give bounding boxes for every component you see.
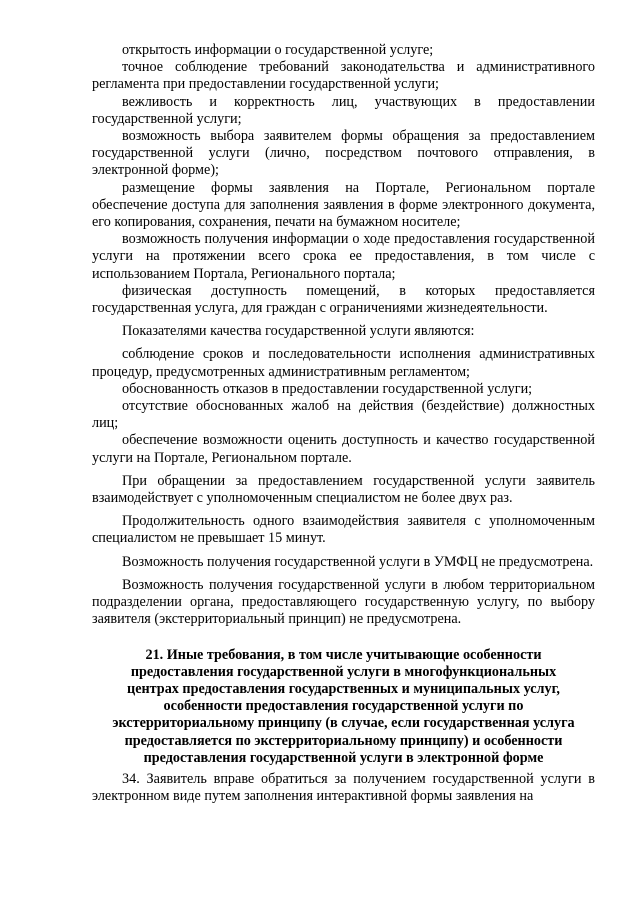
quality-item: соблюдение сроков и последовательности исполнения административных процедур, предусмотренных административным регламентом; bbox=[92, 346, 595, 380]
heading-line: 21. Иные требования, в том числе учитывающие особенности bbox=[145, 646, 542, 663]
quality-item: обоснованность отказов в предоставлении государственной услуги; bbox=[122, 380, 533, 397]
paragraph: При обращении за предоставлением государственной услуги заявитель взаимодействует с уполномоченным специалистом не более двух раз. bbox=[92, 472, 595, 507]
paragraph: Возможность получения государственной услуги в УМФЦ не предусмотрена. bbox=[122, 553, 594, 570]
section-heading bbox=[92, 647, 595, 767]
heading-line: особенности предоставления государственной услуги по bbox=[163, 698, 524, 715]
list-item: возможность получения информации о ходе предоставления государственной услуги на протяжении всего срока ее предоставления, в том числе с использованием Портала, Регионального портала; bbox=[92, 231, 595, 282]
list-item: открытость информации о государственной услуге; bbox=[122, 42, 434, 58]
paragraph: Продолжительность одного взаимодействия заявителя с уполномоченным специалистом не превышает 15 минут. bbox=[92, 513, 595, 547]
list-item: вежливость и корректность лиц, участвующих в предоставлении государственной услуги; bbox=[92, 93, 595, 127]
list-item: размещение формы заявления на Портале, Региональном портале обеспечение доступа для заполнения заявления в форме электронного документа, его копирования, сохранения, печати на бумажном носителе; bbox=[92, 179, 595, 231]
heading-line: предоставления государственной услуги в электронной форме bbox=[143, 749, 544, 766]
quality-item: отсутствие обоснованных жалоб на действия (бездействие) должностных лиц; bbox=[92, 398, 595, 432]
paragraph-34: 34. Заявитель вправе обратиться за получением государственной услуги в электронном виде путем заполнения интерактивной формы заявления на bbox=[92, 770, 595, 805]
heading-line: предоставления государственной услуги в многофункциональных bbox=[130, 663, 557, 680]
list-item: точное соблюдение требований законодательства и административного регламента при предоставлении государственной услуги; bbox=[92, 59, 595, 93]
document-page bbox=[92, 42, 595, 805]
list-item: возможность выбора заявителем формы обращения за предоставлением государственной услуги (лично, посредством почтового отправления, в электронной форме); bbox=[92, 128, 595, 179]
quality-item: обеспечение возможности оценить доступность и качество государственной услуги на Портале, Региональном портале. bbox=[92, 432, 595, 466]
list-item: физическая доступность помещений, в которых предоставляется государственная услуга, для граждан с ограничениями жизнедеятельности. bbox=[92, 282, 595, 317]
heading-line: центрах предоставления государственных и муниципальных услуг, bbox=[127, 680, 560, 697]
heading-line: предоставляется по экстерриториальному принципу) и особенности bbox=[124, 732, 563, 749]
quality-intro: Показателями качества государственной услуги являются: bbox=[122, 323, 475, 340]
paragraph: Возможность получения государственной услуги в любом территориальном подразделении органа, предоставляющего государственную услугу, по выбору заявителя (экстерриториальный принцип) не предусмотрена. bbox=[92, 576, 595, 628]
heading-line: экстерриториальному принципу (в случае, если государственная услуга bbox=[112, 715, 575, 732]
